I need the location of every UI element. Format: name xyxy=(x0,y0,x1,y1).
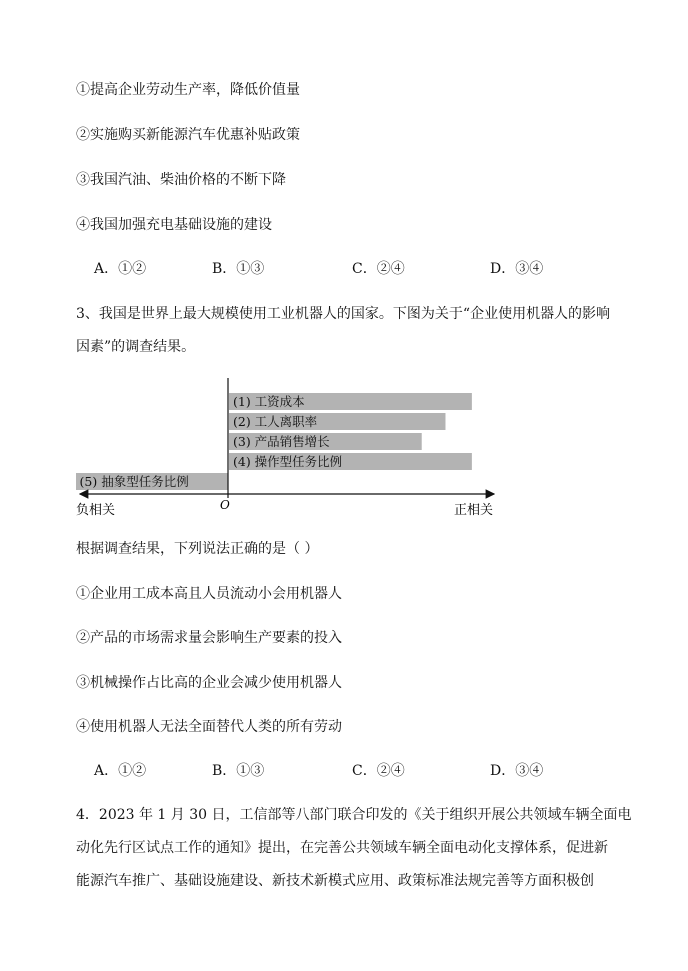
chart-positive-label: 正相关 xyxy=(454,503,494,518)
q3-stem-line-2: 因素”的调查结果。 xyxy=(76,339,196,355)
chart-bars xyxy=(76,393,472,490)
q3-stem-line-1: 3、我国是世界上最大规模使用工业机器人的国家。下图为关于“企业使用机器人的影响 xyxy=(76,306,611,322)
q3-statement-4: ④使用机器人无法全面替代人类的所有劳动 xyxy=(76,719,342,735)
q3-question: 根据调查结果，下列说法正确的是（ ） xyxy=(76,541,319,557)
chart-origin-label: O xyxy=(220,498,230,512)
q4-line-3: 能源汽车推广、基础设施建设、新技术新模式应用、政策标准法规完善等方面积极创 xyxy=(76,873,594,889)
q3-statement-3: ③机械操作占比高的企业会减少使用机器人 xyxy=(76,675,342,691)
chart-negative-label: 负相关 xyxy=(76,503,116,518)
bar-label-1: (1) 工资成本 xyxy=(233,394,305,409)
q2-option-a[interactable]: A．①② xyxy=(94,261,147,277)
q4-line-1: 4．2023 年 1 月 30 日，工信部等八部门联合印发的《关于组织开展公共领域车辆全面电 xyxy=(76,807,632,823)
q3-statement-1: ①企业用工成本高且人员流动小会用机器人 xyxy=(76,586,342,602)
q3-option-a[interactable]: A．①② xyxy=(94,763,147,779)
q3-option-d[interactable]: D．③④ xyxy=(490,763,544,779)
q2-statement-2: ②实施购买新能源汽车优惠补贴政策 xyxy=(76,127,300,143)
q2-option-b[interactable]: B．①③ xyxy=(212,261,265,277)
q2-option-c[interactable]: C．②④ xyxy=(352,261,405,277)
bar-label-3: (3) 产品销售增长 xyxy=(233,434,330,449)
q2-statement-3: ③我国汽油、柴油价格的不断下降 xyxy=(76,172,286,188)
q2-statement-1: ①提高企业劳动生产率，降低价值量 xyxy=(76,82,300,98)
bar-label-2: (2) 工人离职率 xyxy=(233,414,318,429)
bar-label-4: (4) 操作型任务比例 xyxy=(233,454,343,469)
q3-statement-2: ②产品的市场需求量会影响生产要素的投入 xyxy=(76,630,342,646)
survey-bar-chart xyxy=(76,378,506,523)
q2-option-d[interactable]: D．③④ xyxy=(490,261,544,277)
q4-line-2: 动化先行区试点工作的通知》提出，在完善公共领域车辆全面电动化支撑体系，促进新 xyxy=(76,840,608,856)
q2-statement-4: ④我国加强充电基础设施的建设 xyxy=(76,217,272,233)
bar-label-5: (5) 抽象型任务比例 xyxy=(79,474,189,489)
q3-option-b[interactable]: B．①③ xyxy=(212,763,265,779)
q3-option-c[interactable]: C．②④ xyxy=(352,763,405,779)
